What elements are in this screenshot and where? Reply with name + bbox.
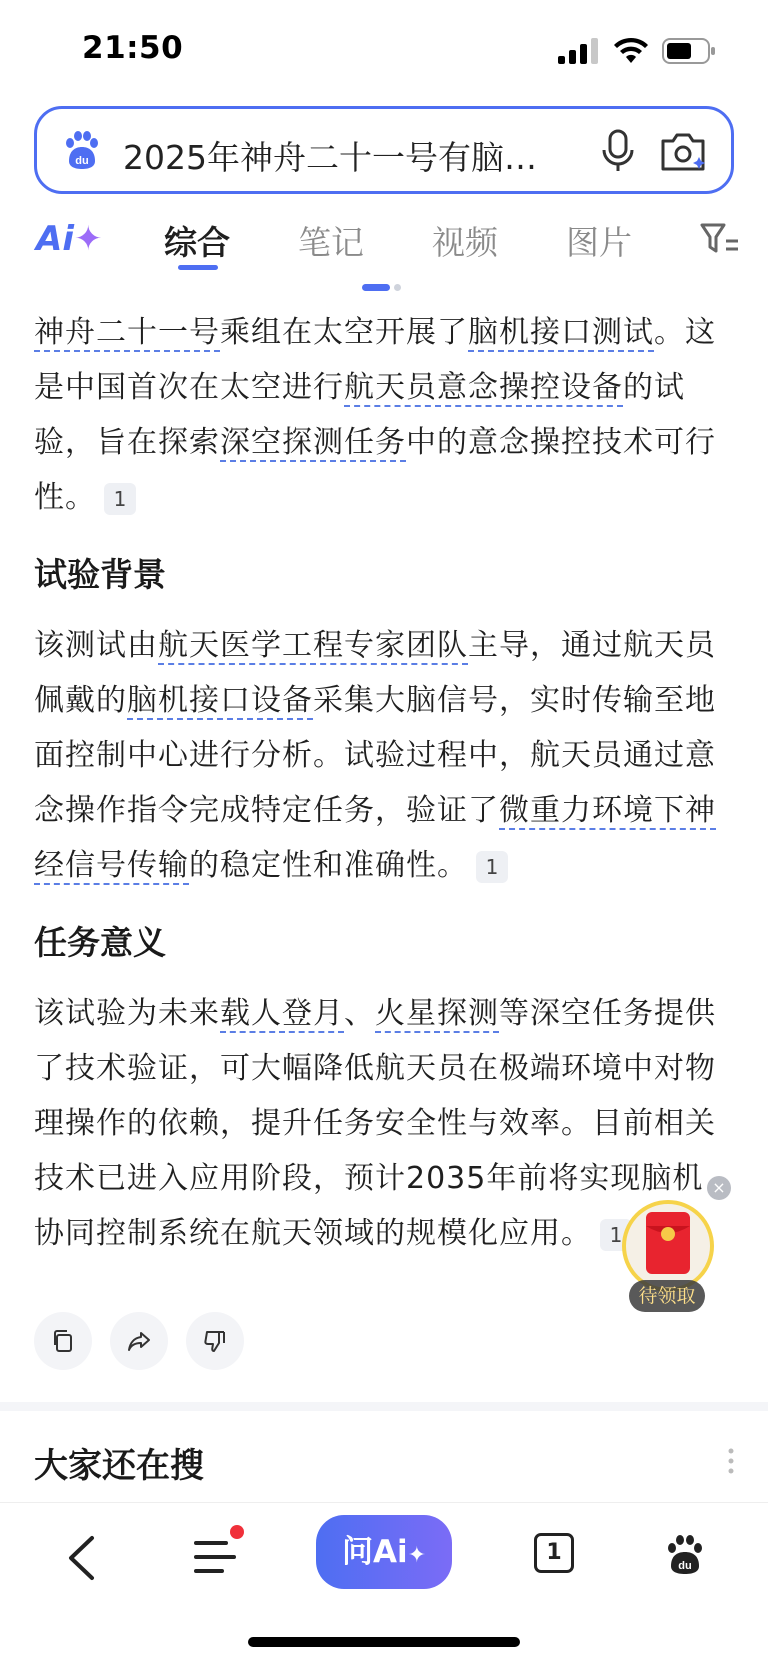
search-bar[interactable] (34, 106, 734, 194)
text-segment: 乘组在太空开展了 (220, 315, 468, 350)
keyword-link[interactable]: 航天员意念操控设备 (344, 370, 623, 405)
section-heading-significance: 任务意义 (34, 923, 166, 962)
tab-notes[interactable]: 笔记 (298, 223, 364, 262)
text-segment: 等深空任务提供了技术验证，可大幅降低航天员在极端环境中对物理操作的依赖，提升任务安全性与效率。目前相关技术已进入应用阶段，预计2035年前将实现脑机协同控制系统在航天领域的规模化应用。 (34, 996, 716, 1251)
red-packet-label[interactable]: 待领取 (629, 1280, 705, 1312)
related-searches-title: 大家还在搜 (34, 1446, 204, 1486)
keyword-link[interactable]: 深空探测任务 (220, 425, 406, 460)
citation-badge[interactable]: 1 (104, 483, 136, 515)
keyword-link[interactable]: 航天医学工程专家团队 (158, 628, 468, 663)
active-tab-indicator (178, 265, 218, 270)
ai-answer (34, 305, 734, 1261)
dislike-button[interactable] (186, 1312, 244, 1370)
keyword-link[interactable]: 微重力环境下神经信号传输 (34, 793, 716, 883)
text-segment: 中的意念操控技术可行性。 (34, 425, 716, 515)
tab-bar (0, 205, 768, 285)
keyword-link[interactable]: 神舟二十一号 (34, 315, 220, 350)
ai-logo-text: Ai (36, 219, 74, 259)
baidu-logo-icon (61, 129, 103, 171)
status-time: 21:50 (82, 30, 184, 66)
back-arrow-icon[interactable] (66, 1535, 96, 1581)
keyword-link[interactable]: 火星探测 (375, 996, 499, 1031)
text-segment: 主导，通过航天员佩戴的 (34, 628, 716, 718)
svg-text:du: du (678, 1560, 692, 1572)
keyword-link[interactable]: 载人登月 (220, 996, 344, 1031)
page-indicator (362, 277, 401, 296)
share-button[interactable] (110, 1312, 168, 1370)
bottom-nav-bar (0, 1502, 768, 1663)
search-input[interactable]: 2025年神舟二十一号有脑… (123, 138, 537, 177)
citation-badge[interactable]: 1 (476, 851, 508, 883)
text-segment: 采集大脑信号，实时传输至地面控制中心进行分析。试验过程中，航天员通过意念操作指令完成特定任务，验证了 (34, 683, 716, 828)
battery-icon (662, 38, 716, 64)
section-divider (0, 1402, 768, 1411)
camera-icon[interactable] (659, 129, 707, 173)
copy-icon (51, 1329, 75, 1353)
tabs-count-button[interactable]: 1 (534, 1533, 574, 1573)
keyword-link[interactable]: 脑机接口测试 (468, 315, 654, 350)
background-paragraph (34, 618, 734, 893)
tab-videos[interactable]: 视频 (432, 223, 498, 262)
citation-badge[interactable]: 1 (600, 1219, 632, 1251)
ai-tab[interactable] (36, 219, 102, 259)
ask-ai-button[interactable] (316, 1515, 452, 1589)
text-segment: 的稳定性和准确性。 (189, 848, 468, 883)
signal-icon (558, 38, 602, 64)
copy-button[interactable] (34, 1312, 92, 1370)
menu-icon[interactable] (192, 1537, 238, 1577)
tab-comprehensive[interactable]: 综合 (164, 223, 230, 262)
status-bar (0, 0, 768, 100)
keyword-link[interactable]: 脑机接口设备 (127, 683, 313, 718)
tab-images[interactable]: 图片 (566, 223, 632, 262)
sparkle-icon: ✦ (73, 219, 103, 259)
sparkle-icon: ✦ (407, 1543, 427, 1568)
text-segment: 的试验，旨在探索 (34, 370, 685, 460)
share-icon (127, 1329, 151, 1353)
section-heading-background: 试验背景 (34, 555, 166, 594)
home-indicator (248, 1637, 520, 1647)
svg-text:du: du (75, 155, 89, 167)
notification-dot (230, 1525, 244, 1539)
text-segment: 。这是中国首次在太空进行 (34, 315, 716, 405)
text-segment: 、 (344, 996, 375, 1031)
thumbs-down-icon (203, 1329, 227, 1353)
red-packet-close-icon[interactable]: × (707, 1176, 731, 1200)
microphone-icon[interactable] (599, 129, 637, 173)
text-segment: 该测试由 (34, 628, 158, 663)
ask-ai-label: 问Ai (341, 1534, 408, 1570)
intro-paragraph (34, 305, 734, 525)
wifi-icon (614, 36, 648, 64)
filter-icon[interactable] (700, 221, 740, 257)
baidu-home-icon[interactable] (664, 1533, 706, 1575)
more-options-icon[interactable] (727, 1448, 735, 1474)
text-segment: 该试验为未来 (34, 996, 220, 1031)
